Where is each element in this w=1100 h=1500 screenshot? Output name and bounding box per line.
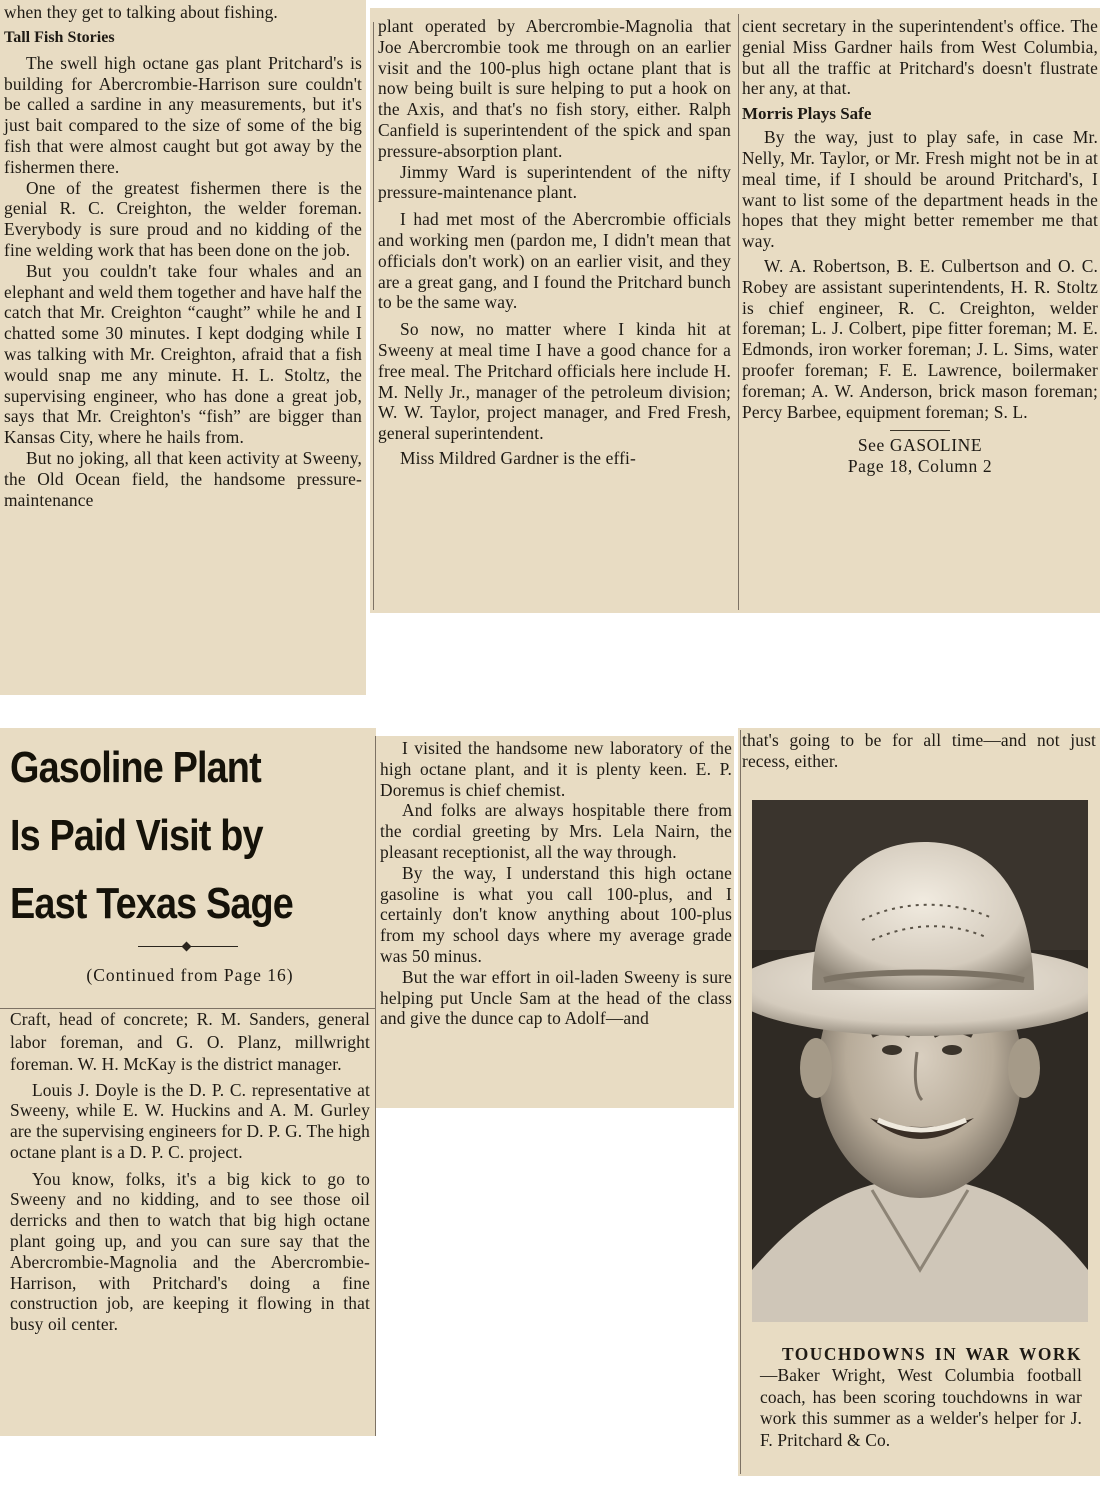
paragraph: that's going to be for all time—and not just recess, either. — [742, 730, 1096, 771]
fragment-text: when they get to talking about fishing. — [4, 2, 278, 22]
caption-lead: TOUCHDOWNS IN WAR WORK — [782, 1344, 1082, 1364]
paragraph: But you couldn't take four whales and an elephant and weld them together and have half the catch that Mr. Creighton “caught” while he and I chatted some 30 minutes. I kept dodging while I was talking with Mr. Creighton, afraid that a fish would snap me any minute. H. L. Stoltz, the supervising engineer, who has done a great job, says that Mr. Creighton's “fish” are bigger than Kansas City, where he hails from. — [4, 260, 362, 448]
paragraph: You know, folks, it's a big kick to go to Sweeny and no kidding, and to see those oil derricks and then to watch that big high octane plant going up, and you can sure say that the Abercrombie-Magnolia and the Abercrombie-Harrison, with Pritchard's doing a fine construction job, are keeping it flowing in that busy oil center. — [10, 1168, 370, 1335]
column-rule — [373, 22, 374, 610]
headline-line: East Texas Sage — [10, 879, 293, 928]
jump-line: Page 18, Column 2 — [847, 456, 993, 477]
top-column-2 — [370, 8, 736, 613]
column-rule — [375, 736, 376, 1436]
portrait-photo — [752, 800, 1088, 1322]
photo-caption — [760, 1344, 1082, 1451]
portrait-illustration — [752, 800, 1088, 1322]
paragraph: Craft, head of concrete; R. M. Sanders, general labor foreman, and G. O. Planz, millwright foreman. W. H. McKay is the district manager. — [10, 1009, 370, 1074]
paragraph: plant operated by Abercrombie-Magnolia that Joe Abercrombie took me through on an earlier visit and the 100-plus high octane plant that is now being built is sure helping to put a hook on the Axis, and that's no fish story, either. Ralph Canfield is superintendent of the spick and span pressure-absorption plant. — [378, 16, 731, 161]
jump-line: See GASOLINE — [857, 435, 983, 456]
paragraph: And folks are always hospitable there from the cordial greeting by Mrs. Lela Nairn, the pleasant receptionist, all the way through. — [380, 800, 732, 862]
headline — [10, 732, 370, 938]
paragraph: Jimmy Ward is superintendent of the nifty pressure-maintenance plant. — [378, 161, 731, 203]
paragraph: By the way, I understand this high octane gasoline is what you call 100-plus, and I certainly don't know anything about 100-plus from my school days where my average grade was 50 minus. — [380, 862, 732, 966]
bottom-column-1 — [0, 728, 376, 1436]
top-column-3 — [736, 8, 1100, 613]
continued-line: (Continued from Page 16) — [86, 965, 294, 985]
jump-separator — [890, 430, 950, 431]
headline-line: Gasoline Plant — [10, 743, 261, 792]
column-rule — [740, 730, 741, 1474]
paragraph: But no joking, all that keen activity at Sweeny, the Old Ocean field, the handsome pressure-maintenance — [4, 447, 362, 510]
paragraph: cient secretary in the superintendent's office. The genial Miss Gardner hails from West Columbia, but all the traffic at Pritchard's doesn't flustrate her any, at that. — [742, 16, 1098, 99]
caption-text: —Baker Wright, West Columbia football coach, has been scoring touchdowns in war work this summer as a welder's helper for J. F. Pritchard & Co. — [760, 1365, 1082, 1450]
headline-divider — [138, 942, 238, 952]
paragraph: W. A. Robertson, B. E. Culbertson and O. C. Robey are assistant superintendents, H. R. Stoltz is chief engineer, R. C. Creighton, welder foreman; L. J. Colbert, pipe fitter foreman; M. E. Edmonds, iron worker foreman; J. L. Sims, water proofer foreman; F. E. Lawrence, boilermaker foreman; A. W. Anderson, brick mason foreman; Percy Barbee, equipment foreman; S. L. — [742, 255, 1098, 422]
paragraph: Miss Mildred Gardner is the effi- — [400, 447, 636, 468]
paragraph: The swell high octane gas plant Pritchard's is building for Abercrombie-Harrison sure couldn't be called a sardine in any measurements, but it's just bait compared to the size of some of the big fish that were almost caught but got away by the fishermen there. — [4, 52, 362, 177]
top-column-1 — [0, 0, 366, 695]
paragraph: One of the greatest fishermen there is the genial R. C. Creighton, the welder foreman. Everybody is sure proud and no kidding of the fine welding work that has been done on the job. — [4, 177, 362, 260]
paragraph: So now, no matter where I kinda hit at Sweeny at meal time I have a good chance for a free meal. The Pritchard officials here include H. M. Nelly Jr., manager of the petroleum division; W. W. Taylor, project manager, and Fred Fresh, general superintendent. — [378, 319, 731, 444]
paragraph: I visited the handsome new laboratory of the high octane plant, and it is plenty keen. E. P. Doremus is chief chemist. — [380, 738, 732, 800]
paragraph: I had met most of the Abercrombie officials and working men (pardon me, I didn't mean that officials don't work) on an earlier visit, and they are a great gang, and I found the Pritchard bunch to be the same way. — [378, 209, 731, 313]
paragraph: But the war effort in oil-laden Sweeny is sure helping put Uncle Sam at the head of the class and give the dunce cap to Adolf—and — [380, 966, 732, 1029]
bottom-column-2 — [376, 736, 734, 1108]
headline-line: Is Paid Visit by — [10, 811, 263, 860]
paragraph: Louis J. Doyle is the D. P. C. representative at Sweeny, while E. W. Huckins and A. M. Gurley are the supervising engineers for D. P. G. The high octane plant is a D. P. C. project. — [10, 1079, 370, 1162]
divider — [0, 1008, 376, 1009]
section-subhead: Morris Plays Safe — [742, 104, 872, 124]
section-subhead: Tall Fish Stories — [4, 28, 115, 46]
paragraph: By the way, just to play safe, in case Mr. Nelly, Mr. Taylor, or Mr. Fresh might not be in at meal time, if I should be around Pritchard's, I want to list some of the department heads in the hopes that they might better remember me that way. — [742, 127, 1098, 252]
column-rule — [738, 14, 739, 610]
